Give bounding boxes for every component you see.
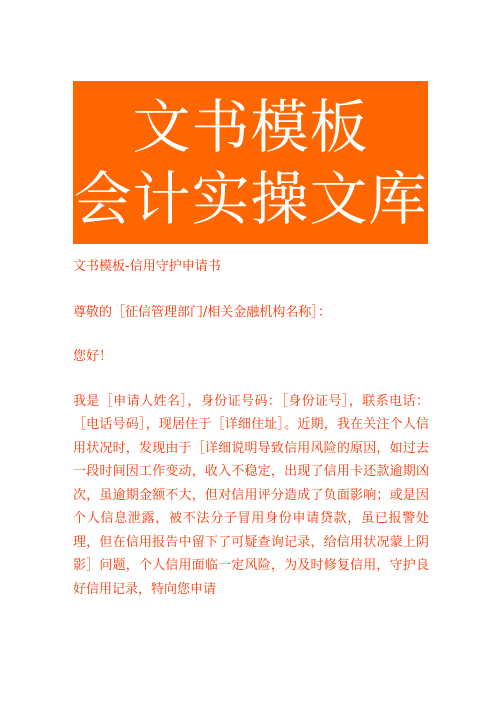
document-content — [73, 255, 429, 601]
banner-title-line1: 文书模板 — [132, 93, 369, 161]
body-paragraph: 我是［申请人姓名］，身份证号码：［身份证号］，联系电话：［电话号码］，现居住于［详细住址］。近期，我在关注个人信用状况时，发现由于［详细说明导致信用风险的原因，如过去一段时间因工作变动，收入不稳定，出现了信用卡还款逾期凶次，虽逾期金额不大，但对信用评分造成了负面影响；或是因个人信息泄露，被不法分子冒用身份申请贷款，虽已报警处理，但在信用报告中留下了可疑查询记录，给信用状况蒙上阴影］问题，个人信用面临一定风险，为及时修复信用，守护良好信用记录，特向您申请 — [73, 393, 429, 597]
greeting: 您好！ — [73, 349, 113, 364]
document-title: 文书模板-信用守护申请书 — [73, 259, 221, 274]
title-banner — [73, 81, 428, 244]
banner-title-line2: 会计实操文库 — [73, 165, 428, 233]
salutation: 尊敬的［征信管理部门/相关金融机构名称］： — [73, 304, 331, 320]
